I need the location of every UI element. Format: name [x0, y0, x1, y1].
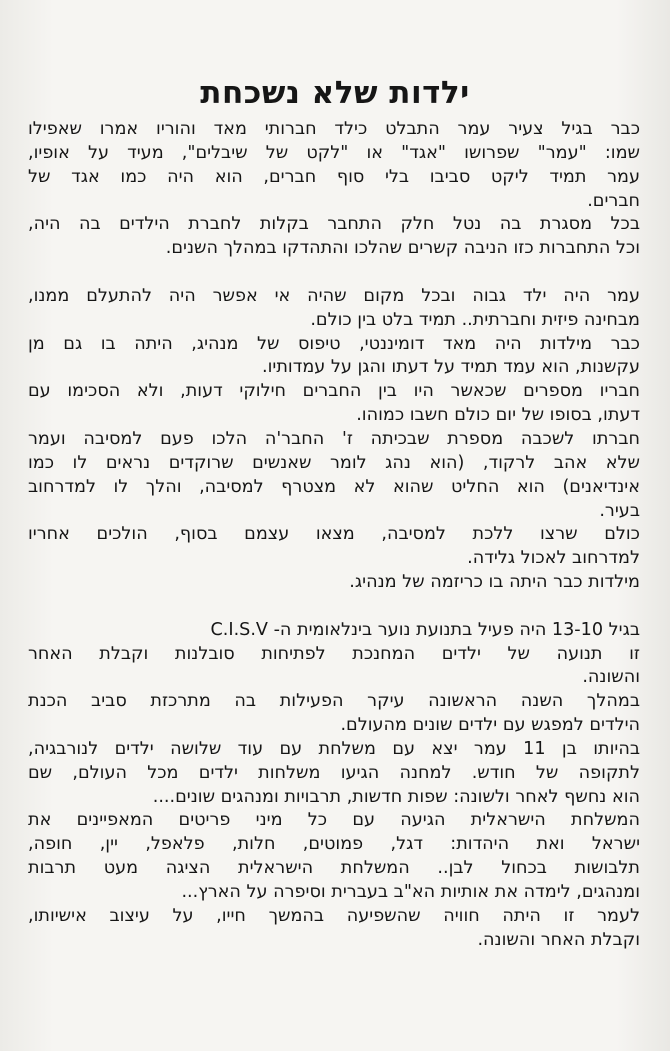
- text-line: עקשנות, הוא עמד תמיד על דעתו והגן על עמדותיו.: [262, 357, 640, 378]
- paragraph: [28, 285, 640, 333]
- paragraph: [28, 905, 640, 953]
- paragraph: [28, 643, 640, 691]
- text-line: כבר מילדות היה מאד דומיננטי, טיפוס של מנהיג, היתה בו גם מן: [28, 333, 640, 354]
- text-line: הילדים למפגש עם ילדים שונים מהעולם.: [340, 715, 640, 736]
- text-line: בגיל 13-10 היה פעיל בתנועת נוער בינלאומית ה- C.I.S.V: [210, 619, 640, 640]
- text-line: תלבושות בכחול לבן.. המשלחת הישראלית הציגה מעט תרבות: [28, 858, 640, 879]
- paragraph: [28, 738, 640, 810]
- text-line: ישראל ואת היהדות: דגל, פמוטים, חלות, פלאפל, יין, חופה,: [28, 834, 640, 855]
- text-line: לעמר זו היתה חוויה שהשפיעה בהמשך חייו, על עיצוב אישיותו,: [28, 905, 640, 926]
- paragraph: [28, 213, 640, 261]
- paragraph: [28, 428, 640, 523]
- document-body: [28, 118, 640, 953]
- paragraph: [28, 809, 640, 904]
- text-line: והשונה.: [582, 667, 640, 688]
- text-line: חברתו לשכבה מספרת שבכיתה ז' החבר'ה הלכו פעם למסיבה ועמר: [28, 428, 640, 449]
- text-line: בעיר.: [599, 500, 640, 521]
- text-line: בכל מסגרת בה נטל חלק התחבר בקלות לחברת הילדים בה היה,: [28, 214, 640, 235]
- text-line: לתקופה של חודש. למחנה הגיעו משלחות ילדים מכל העולם, שם: [28, 762, 640, 783]
- text-line: שלא אהב לרקוד, (הוא נהג לומר שאנשים שרוקדים נראים לו כמו: [28, 452, 640, 473]
- text-line: כולם שרצו ללכת למסיבה, מצאו עצמם בסוף, הולכים אחריו: [28, 524, 640, 545]
- paragraph: [28, 619, 640, 643]
- paragraph: [28, 333, 640, 381]
- text-line: שמו: "עמר" שפרושו "אגד" או "לקט של שיבלים", מעיד על אופיו,: [28, 142, 640, 163]
- text-line: אינדיאנים) הוא החליט שהוא לא מצטרף למסיבה, והלך לו למדרחוב: [28, 476, 640, 497]
- paragraph: [28, 595, 640, 619]
- text-line: עמר תמיד ליקט סביבו בלי סוף חברים, הוא היה כמו אגד של: [28, 166, 640, 187]
- page-title: ילדות שלא נשכחת: [200, 74, 470, 111]
- text-line: הוא נחשף לאחר ולשונה: שפות חדשות, תרבויות ומנהגים שונים....: [152, 786, 640, 807]
- text-line: חבריו מספרים שכאשר היו בין החברים חילוקי דעות, ולא הסכימו עם: [28, 381, 640, 402]
- text-line: עמר היה ילד גבוה ובכל מקום שהיה אי אפשר היה להתעלם ממנו,: [28, 285, 640, 306]
- text-line: חברים.: [587, 190, 640, 211]
- text-line: מבחינה פיזית וחברתית.. תמיד בלט בין כולם.: [310, 309, 640, 330]
- text-line: המשלחת הישראלית הגיעה עם כל מיני פריטים המאפיינים את: [28, 810, 640, 831]
- paragraph: [28, 690, 640, 738]
- paragraph: [28, 571, 640, 595]
- blank-line: [28, 595, 640, 619]
- text-line: מילדות כבר היתה בו כריזמה של מנהיג.: [349, 572, 640, 593]
- paragraph: [28, 261, 640, 285]
- text-line: למדרחוב לאכול גלידה.: [467, 548, 640, 569]
- text-line: במהלך השנה הראשונה עיקר הפעילות בה מתרכזת סביב הכנת: [28, 691, 640, 712]
- paragraph: [28, 118, 640, 213]
- paragraph: [28, 523, 640, 571]
- text-line: זו תנועה של ילדים המחנכת לפתיחות סובלנות וקבלת האחר: [28, 643, 640, 664]
- text-line: וכל התחברות כזו הניבה קשרים שהלכו והתהדקו במהלך השנים.: [165, 238, 640, 259]
- paragraph: [28, 380, 640, 428]
- text-line: וקבלת האחר והשונה.: [477, 929, 640, 950]
- blank-line: [28, 261, 640, 285]
- text-line: דעתו, בסופו של יום כולם חשבו כמוהו.: [356, 405, 640, 426]
- text-line: כבר בגיל צעיר עמר התבלט כילד חברותי מאד והוריו אמרו שאפילו: [28, 119, 640, 139]
- text-line: בהיותו בן 11 עמר יצא עם משלחת עם עוד שלושה ילדים לנורבגיה,: [28, 738, 640, 759]
- text-line: ומנהגים, לימדה את אותיות הא"ב בעברית וסיפרה על הארץ...: [181, 882, 640, 902]
